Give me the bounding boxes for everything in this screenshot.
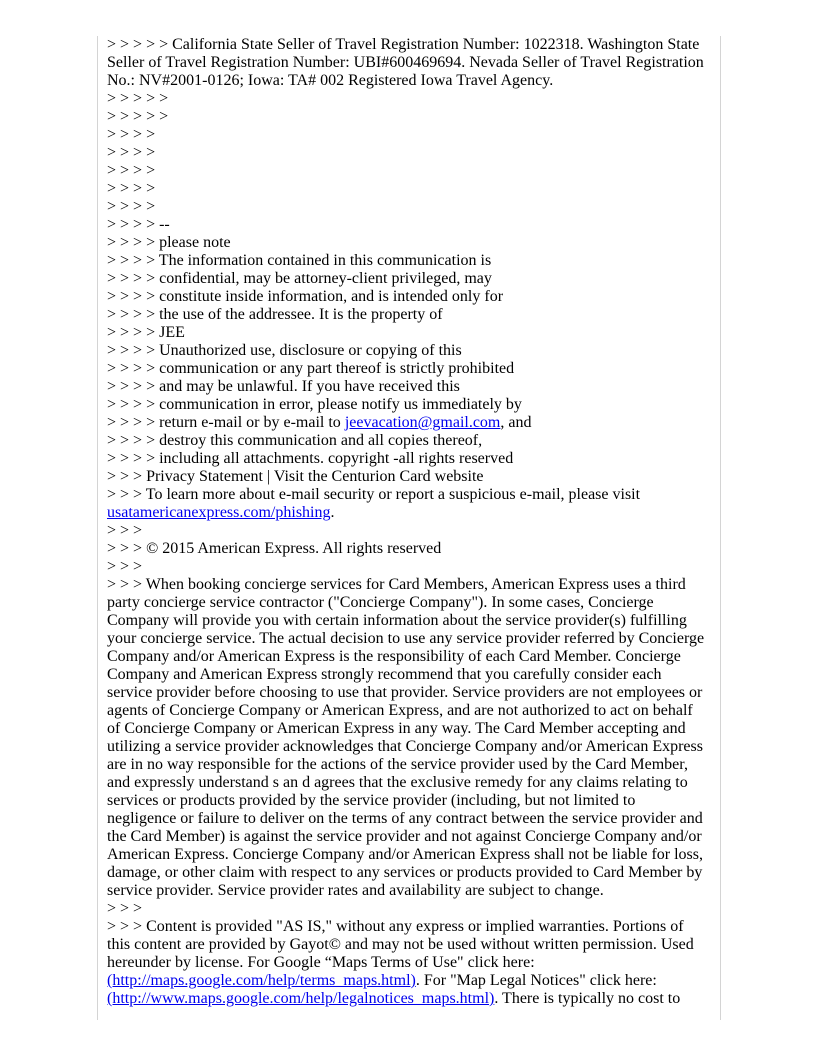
maps-legal-link[interactable]: (http://www.maps.google.com/help/legalnotices_maps.html) — [107, 990, 495, 1007]
phishing-paragraph — [107, 486, 707, 522]
quote-line: > > > > communication or any part thereof is strictly prohibited — [107, 360, 515, 377]
quote-line: > > > — [107, 522, 143, 539]
quote-line: > > > — [107, 900, 143, 917]
quote-line: > > > > confidential, may be attorney-client privileged, may — [107, 270, 492, 287]
quote-line: > > > > please note — [107, 234, 231, 251]
registration-paragraph: > > > > > California State Seller of Travel Registration Number: 1022318. Washington State Seller of Travel Registration Number: UBI#600469694. Nevada Seller of Travel Registration No.: NV#2001-0126; Iowa: TA# 002 Registered Iowa Travel Agency. — [107, 36, 704, 89]
content-text: . There is typically no cost to — [494, 990, 681, 1007]
quote-line: > > > > destroy this communication and all copies thereof, — [107, 432, 483, 449]
phishing-link[interactable]: usatamericanexpress.com/phishing — [107, 504, 331, 521]
content-text: . For "Map Legal Notices" click here: — [415, 972, 657, 989]
quote-line: > > > > communication in error, please notify us immediately by — [107, 396, 522, 413]
quote-line: > > > > Unauthorized use, disclosure or copying of this — [107, 342, 462, 359]
quote-line: > > > — [107, 558, 143, 575]
phishing-text: > > > To learn more about e-mail security or report a suspicious e-mail, please visit — [107, 486, 641, 503]
copyright-line: > > > © 2015 American Express. All rights reserved — [107, 540, 442, 557]
quote-line: > > > > — [107, 126, 156, 143]
quote-line: > > > > > — [107, 108, 169, 125]
email-link[interactable]: jeevacation@gmail.com — [344, 414, 501, 431]
quote-line: > > > > and may be unlawful. If you have received this — [107, 378, 460, 395]
quote-line: > > > > — [107, 198, 156, 215]
quote-line: > > > > JEE — [107, 324, 185, 341]
quote-line: > > > Privacy Statement | Visit the Centurion Card website — [107, 468, 484, 485]
quote-line: > > > > > — [107, 90, 169, 107]
quote-line: > > > > the use of the addressee. It is the property of — [107, 306, 443, 323]
quote-line: > > > > including all attachments. copyright -all rights reserved — [107, 450, 514, 467]
quote-line: > > > > The information contained in this communication is — [107, 252, 492, 269]
maps-terms-link[interactable]: (http://maps.google.com/help/terms_maps.html) — [107, 972, 416, 989]
email-suffix: , and — [500, 414, 532, 431]
content-paragraph — [107, 918, 707, 1008]
quote-line: > > > > — [107, 180, 156, 197]
phishing-suffix: . — [330, 504, 335, 521]
email-prefix: > > > > return e-mail or by e-mail to — [107, 414, 345, 431]
quote-line: > > > > — [107, 162, 156, 179]
email-line — [107, 414, 707, 432]
quote-line: > > > > -- — [107, 216, 170, 233]
concierge-paragraph: > > > When booking concierge services for Card Members, American Express uses a third party concierge service contractor ("Concierge Company"). In some cases, Concierge Company will provide you with certain information about the service provider(s) fulfilling your concierge service. The actual decision to use any service provider referred by Concierge Company and/or American Express is the responsibility of each Card Member. Concierge Company and American Express strongly recommend that you carefully consider each service provider before choosing to use that provider. Service providers are not employees or agents of Concierge Company or American Express, and are not authorized to act on behalf of Concierge Company or American Express in any way. The Card Member accepting and utilizing a service provider acknowledges that Concierge Company and/or American Express are in no way responsible for the actions of the service provider used by the Card Member, and expressly understand s an d agrees that the exclusive remedy for any claims relating to services or products provided by the service provider (including, but not limited to negligence or failure to deliver on the terms of any contract between the service provider and the Card Member) is against the service provider and not against Concierge Company and/or American Express. Concierge Company and/or American Express shall not be liable for loss, damage, or other claim with respect to any services or products provided to Card Member by service provider. Service provider rates and availability are subject to change. — [107, 576, 705, 899]
email-body — [107, 36, 707, 1008]
content-text: > > > Content is provided "AS IS," without any express or implied warranties. Portions of this content are provided by Gayot© and may not be used without written permission. Used hereunder by license. For Google “Maps Terms of Use" click here: — [107, 918, 694, 971]
quote-line: > > > > — [107, 144, 156, 161]
quote-line: > > > > constitute inside information, and is intended only for — [107, 288, 504, 305]
